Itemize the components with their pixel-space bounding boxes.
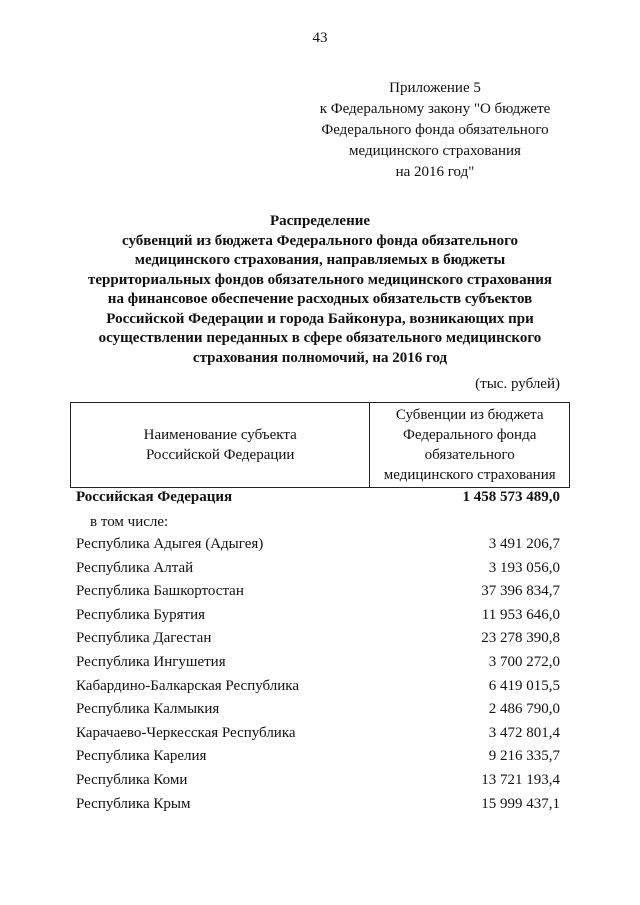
- subheading-label: в том числе:: [90, 514, 169, 530]
- table-row: [70, 557, 570, 581]
- table-row: [70, 793, 570, 817]
- row-name: Кабардино-Балкарская Республика: [76, 677, 300, 694]
- row-value: 3 700 272,0: [488, 653, 560, 670]
- row-value: 3 472 801,4: [488, 724, 560, 741]
- row-value: 15 999 437,1: [481, 795, 560, 812]
- row-value: 23 278 390,8: [481, 630, 560, 647]
- row-name: Республика Дагестан: [76, 630, 212, 647]
- row-name: Республика Бурятия: [76, 606, 206, 623]
- title-line: осуществлении переданных в сфере обязательного медицинского: [98, 330, 542, 346]
- row-name: Карачаево-Черкесская Республика: [76, 724, 296, 741]
- appendix-line: к Федеральному закону "О бюджете: [319, 101, 551, 117]
- header-line: Наименование субъекта: [143, 427, 297, 443]
- table-row: [70, 604, 570, 628]
- row-value: 6 419 015,5: [488, 677, 560, 694]
- row-name: Республика Адыгея (Адыгея): [76, 536, 264, 552]
- table-row: [70, 651, 570, 675]
- table-row: [70, 627, 570, 651]
- appendix-line: на 2016 год": [395, 164, 475, 180]
- appendix-reference: [300, 78, 570, 183]
- document-title: [60, 212, 580, 368]
- title-line: на финансовое обеспечение расходных обязательств субъектов: [107, 291, 533, 307]
- table-row: [70, 769, 570, 793]
- unit-note: (тыс. рублей): [475, 376, 560, 392]
- row-value: 2 486 790,0: [488, 701, 560, 718]
- table-body: [70, 484, 570, 816]
- appendix-line: медицинского страхования: [349, 143, 521, 159]
- appendix-line: Федерального фонда обязательного: [321, 122, 549, 138]
- header-line: Федерального фонда: [403, 427, 537, 443]
- row-name: Республика Калмыкия: [76, 701, 220, 718]
- including-subheading: [70, 511, 570, 533]
- header-line: Субвенции из бюджета: [395, 407, 544, 423]
- table-row: [70, 745, 570, 769]
- row-value: 9 216 335,7: [488, 748, 560, 765]
- column-header-subvention: [370, 403, 570, 488]
- row-value: 11 953 646,0: [481, 606, 560, 623]
- column-header-subject: [71, 403, 370, 488]
- table-row: [70, 580, 570, 604]
- table-row: [70, 533, 570, 557]
- title-line: Распределение: [269, 213, 371, 229]
- row-name: Республика Алтай: [76, 559, 194, 576]
- header-line: обязательного: [424, 447, 515, 463]
- row-value: 37 396 834,7: [481, 583, 560, 600]
- row-value: 3 193 056,0: [488, 559, 560, 576]
- page-number: 43: [312, 30, 328, 46]
- row-name: Республика Ингушетия: [76, 653, 226, 670]
- title-line: медицинского страхования, направляемых в бюджеты: [134, 252, 506, 268]
- row-value: 3 491 206,7: [488, 536, 560, 552]
- row-name: Республика Коми: [76, 771, 188, 788]
- row-value: 13 721 193,4: [481, 771, 560, 788]
- table-header: [70, 402, 570, 488]
- header-line: Российской Федерации: [145, 447, 295, 463]
- title-line: субвенций из бюджета Федерального фонда обязательного: [121, 232, 519, 249]
- title-line: страхования полномочий, на 2016 год: [192, 349, 448, 366]
- title-line: территориальных фондов обязательного медицинского страхования: [88, 271, 552, 288]
- header-line: медицинского страхования: [383, 467, 556, 483]
- table-row: [70, 698, 570, 722]
- table-row: [70, 675, 570, 699]
- row-name: Республика Карелия: [76, 748, 207, 765]
- title-line: Российской Федерации и города Байконура, возникающих при: [106, 310, 534, 327]
- total-row: [70, 484, 570, 511]
- row-name: Российская Федерация: [76, 489, 233, 505]
- row-name: Республика Крым: [76, 795, 191, 812]
- appendix-line: Приложение 5: [389, 80, 481, 96]
- table-row: [70, 722, 570, 746]
- row-value: 1 458 573 489,0: [462, 489, 560, 505]
- row-name: Республика Башкортостан: [76, 583, 244, 600]
